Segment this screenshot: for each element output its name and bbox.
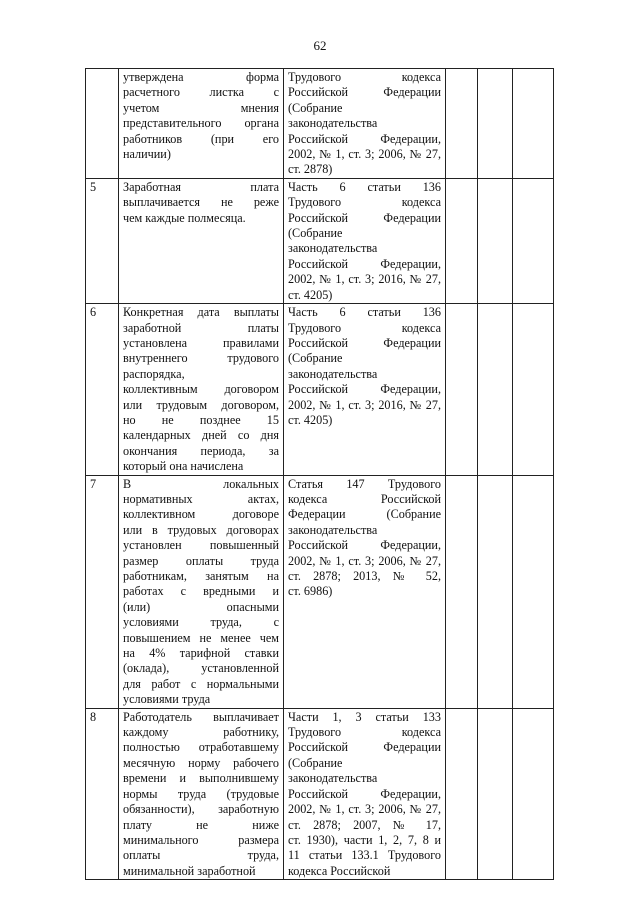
requirement-line: работах с вредными и [123, 584, 279, 599]
reference-line: законодательства [288, 522, 378, 537]
requirement-line: коллективном договоре [123, 507, 279, 522]
requirement-line: Конкретная дата выплаты [123, 305, 279, 320]
requirement-line: оплаты труда, [123, 848, 279, 863]
requirement-line: повышением не менее чем [123, 630, 279, 645]
reference-line: Российской Федерации, [288, 256, 441, 271]
requirement-cell [119, 69, 284, 179]
requirement-line: учетом мнения [123, 100, 279, 115]
reference-line: Российской Федерации, [288, 131, 441, 146]
table-row [86, 178, 554, 303]
requirement-line: окончания периода, за [123, 443, 279, 458]
reference-line: 2002, № 1, ст. 3; 2016, № 27, [288, 272, 441, 287]
reference-line: 2002, № 1, ст. 3; 2006, № 27, [288, 553, 441, 568]
checklist-table-body [86, 69, 554, 880]
requirement-line: (оклада), установленной [123, 661, 279, 676]
requirement-line: чем каждые полмесяца. [123, 210, 246, 225]
table-row [86, 475, 554, 708]
table-row [86, 69, 554, 179]
requirement-line: каждому работнику, [123, 725, 279, 740]
requirement-line: который она начислена [123, 459, 244, 474]
answer-cell-3 [513, 178, 554, 303]
reference-line: Российской Федерации, [288, 382, 441, 397]
requirement-line: распорядка, [123, 366, 185, 381]
row-number-cell [86, 69, 119, 179]
answer-cell-1 [446, 708, 478, 879]
requirement-line: внутреннего трудового [123, 351, 279, 366]
requirement-line: плату не ниже [123, 817, 279, 832]
row-number-cell: 6 [86, 304, 119, 475]
reference-line: Трудового кодекса [288, 70, 441, 84]
reference-line: Российской Федерации, [288, 786, 441, 801]
reference-line: ст. 4205) [288, 412, 333, 427]
requirement-line: размер оплаты труда [123, 553, 279, 568]
checklist-table [85, 68, 554, 880]
requirement-line: времени и выполнившему [123, 771, 279, 786]
requirement-line: условиями труда [123, 692, 211, 707]
requirement-line: наличии) [123, 147, 171, 162]
reference-line: Российской Федерации [288, 335, 441, 350]
reference-line: 2002, № 1, ст. 3; 2006, № 27, [288, 147, 441, 162]
answer-cell-2 [478, 304, 513, 475]
requirement-line: работников (при его [123, 131, 279, 146]
legal-reference-cell [284, 304, 446, 475]
requirement-line: минимального размера [123, 832, 279, 847]
reference-line: законодательства [288, 241, 378, 256]
requirement-line: нормативных актах, [123, 491, 279, 506]
row-number-cell: 5 [86, 178, 119, 303]
answer-cell-2 [478, 178, 513, 303]
requirement-cell [119, 708, 284, 879]
requirement-line: для работ с нормальными [123, 676, 279, 691]
answer-cell-2 [478, 708, 513, 879]
reference-line: Российской Федерации [288, 85, 441, 100]
answer-cell-1 [446, 178, 478, 303]
requirement-line: или в трудовых договорах [123, 522, 279, 537]
reference-line: Трудового кодекса [288, 195, 441, 210]
requirement-line: минимальной заработной [123, 863, 256, 878]
row-number-cell: 8 [86, 708, 119, 879]
reference-line: (Собрание [288, 226, 343, 241]
reference-line: ст. 2878) [288, 162, 333, 177]
reference-line: Трудового кодекса [288, 725, 441, 740]
legal-reference-cell [284, 69, 446, 179]
answer-cell-1 [446, 475, 478, 708]
reference-line: Часть 6 статьи 136 [288, 179, 441, 194]
reference-line: кодекса Российской [288, 491, 441, 506]
table-row [86, 304, 554, 475]
requirement-cell [119, 475, 284, 708]
reference-line: 2002, № 1, ст. 3; 2006, № 27, [288, 802, 441, 817]
reference-line: 2002, № 1, ст. 3; 2016, № 27, [288, 397, 441, 412]
requirement-cell [119, 304, 284, 475]
requirement-line: месячную норму рабочего [123, 755, 279, 770]
reference-line: (Собрание [288, 755, 343, 770]
reference-line: ст. 2878; 2013, № 52, [288, 569, 441, 583]
requirement-line: заработной платы [123, 320, 279, 335]
reference-line: Статья 147 Трудового [288, 476, 441, 491]
requirement-line: Заработная плата [123, 179, 279, 194]
reference-line: Части 1, 3 статьи 133 [288, 709, 441, 724]
reference-line: ст. 4205) [288, 287, 333, 302]
requirement-line: выплачивается не реже [123, 195, 279, 210]
requirement-line: расчетного листка с [123, 85, 279, 100]
requirement-line: календарных дней со дня [123, 428, 279, 443]
reference-line: законодательства [288, 116, 378, 131]
requirement-line: обязанности), заработную [123, 802, 279, 817]
reference-line: кодекса Российской [288, 863, 391, 878]
reference-line: ст. 6986) [288, 584, 333, 599]
reference-line: Российской Федерации, [288, 538, 441, 553]
reference-line: законодательства [288, 771, 378, 786]
page-number: 62 [313, 38, 327, 53]
table-row [86, 708, 554, 879]
requirement-cell [119, 178, 284, 303]
requirement-line: или трудовым договором, [123, 397, 279, 412]
requirement-line: установлен повышенный [123, 538, 279, 553]
reference-line: законодательства [288, 366, 378, 381]
requirement-line: утверждена форма [123, 70, 279, 84]
requirement-line: работникам, занятым на [123, 569, 279, 583]
requirement-line: но не позднее 15 [123, 412, 279, 427]
requirement-line: условиями труда, с [123, 615, 279, 630]
answer-cell-3 [513, 304, 554, 475]
reference-line: Трудового кодекса [288, 320, 441, 335]
answer-cell-2 [478, 475, 513, 708]
reference-line: (Собрание [288, 351, 343, 366]
reference-line: ст. 1930), части 1, 2, 7, 8 и [288, 832, 441, 847]
answer-cell-3 [513, 475, 554, 708]
requirement-line: на 4% тарифной ставки [123, 646, 279, 661]
requirement-line: (или) опасными [123, 599, 279, 614]
reference-line: ст. 2878; 2007, № 17, [288, 817, 441, 832]
row-number-cell: 7 [86, 475, 119, 708]
reference-line: 11 статьи 133.1 Трудового [288, 848, 441, 863]
requirement-line: В локальных [123, 476, 279, 491]
reference-line: Часть 6 статьи 136 [288, 305, 441, 320]
answer-cell-3 [513, 69, 554, 179]
legal-reference-cell [284, 178, 446, 303]
answer-cell-3 [513, 708, 554, 879]
legal-reference-cell [284, 708, 446, 879]
reference-line: Федерации (Собрание [288, 507, 441, 522]
answer-cell-2 [478, 69, 513, 179]
reference-line: (Собрание [288, 100, 343, 115]
reference-line: Российской Федерации [288, 210, 441, 225]
requirement-line: представительного органа [123, 116, 279, 131]
requirement-line: нормы труда (трудовые [123, 786, 279, 801]
requirement-line: Работодатель выплачивает [123, 709, 279, 724]
requirement-line: коллективным договором [123, 382, 279, 397]
requirement-line: установлена правилами [123, 335, 279, 350]
answer-cell-1 [446, 69, 478, 179]
legal-reference-cell [284, 475, 446, 708]
answer-cell-1 [446, 304, 478, 475]
requirement-line: полностью отработавшему [123, 740, 279, 755]
reference-line: Российской Федерации [288, 740, 441, 755]
